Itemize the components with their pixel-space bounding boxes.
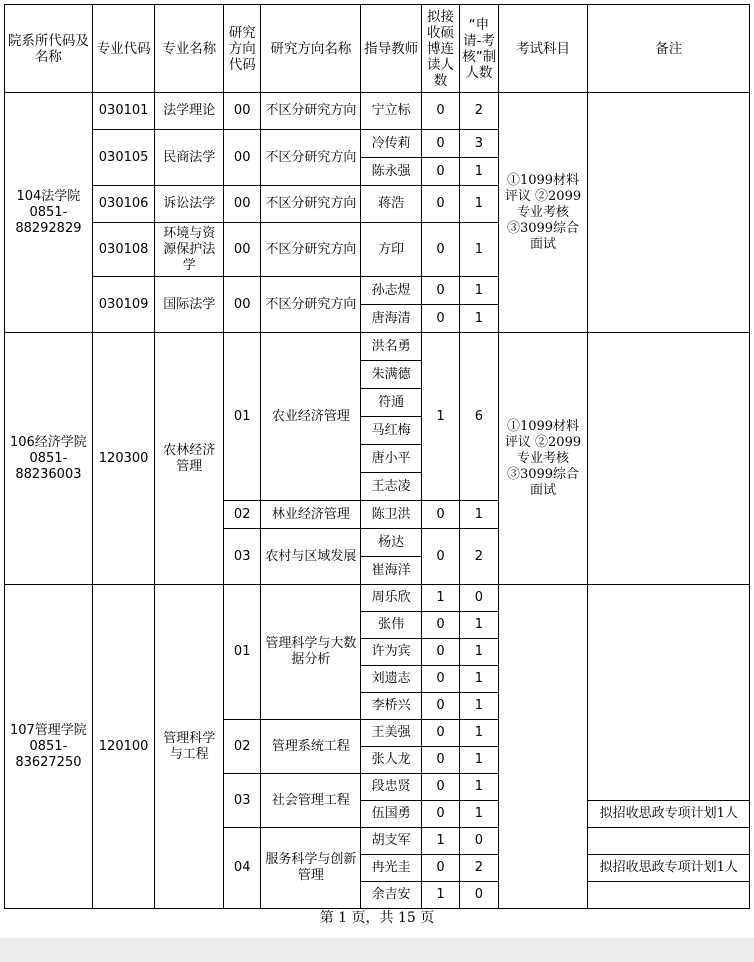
header-major-name: 专业名称	[155, 5, 224, 93]
cont-count-cell: 0	[421, 186, 459, 223]
cont-count-cell: 0	[421, 305, 459, 333]
advisor-cell: 唐海清	[361, 305, 422, 333]
dir-name-cell: 不区分研究方向	[261, 277, 361, 333]
advisor-cell: 宁立标	[361, 93, 422, 130]
cont-count-cell: 0	[421, 93, 459, 130]
dir-code-cell: 00	[224, 130, 261, 186]
advisor-cell: 段忠贤	[361, 774, 422, 801]
cont-count-cell: 0	[421, 774, 459, 801]
dir-code-cell: 04	[224, 828, 261, 909]
table-row	[5, 333, 750, 361]
advisor-cell: 方印	[361, 223, 422, 277]
dir-code-cell: 00	[224, 223, 261, 277]
major-name-cell: 管理科学与工程	[155, 585, 224, 909]
dir-code-cell: 00	[224, 186, 261, 223]
dir-name-cell: 不区分研究方向	[261, 130, 361, 186]
dept-cell: 107管理学院 0851-83627250	[5, 585, 93, 909]
cont-count-cell: 0	[421, 747, 459, 774]
apply-count-cell: 1	[460, 186, 498, 223]
advisor-cell: 冷传莉	[361, 130, 422, 158]
cont-count-cell: 0	[421, 612, 459, 639]
header-continuous-count: 拟接收硕博连读人数	[421, 5, 459, 93]
advisor-cell: 伍国勇	[361, 801, 422, 828]
apply-count-cell: 1	[460, 223, 498, 277]
apply-count-cell: 1	[460, 501, 498, 529]
header-apply-count: “申请-考核”制人数	[460, 5, 498, 93]
note-cell	[588, 828, 750, 855]
header-dept: 院系所代码及名称	[5, 5, 93, 93]
cont-count-cell: 0	[421, 277, 459, 305]
apply-count-cell: 2	[460, 93, 498, 130]
dir-code-cell: 01	[224, 585, 261, 720]
table-row	[5, 585, 750, 612]
apply-count-cell: 1	[460, 801, 498, 828]
cont-count-cell: 1	[421, 882, 459, 909]
admissions-table	[4, 4, 750, 909]
advisor-cell: 刘遗志	[361, 666, 422, 693]
cont-count-cell: 1	[421, 333, 459, 501]
cont-count-cell: 0	[421, 855, 459, 882]
viewer-bottom-bar	[0, 938, 754, 962]
dir-name-cell: 不区分研究方向	[261, 186, 361, 223]
major-name-cell: 诉讼法学	[155, 186, 224, 223]
major-name-cell: 法学理论	[155, 93, 224, 130]
dir-name-cell: 社会管理工程	[261, 774, 361, 828]
apply-count-cell: 0	[460, 585, 498, 612]
apply-count-cell: 1	[460, 693, 498, 720]
apply-count-cell: 1	[460, 774, 498, 801]
major-code-cell: 030105	[92, 130, 155, 186]
dir-name-cell: 管理科学与大数据分析	[261, 585, 361, 720]
dir-code-cell: 00	[224, 277, 261, 333]
header-note: 备注	[588, 5, 750, 93]
apply-count-cell: 1	[460, 612, 498, 639]
advisor-cell: 陈永强	[361, 158, 422, 186]
dir-code-cell: 01	[224, 333, 261, 501]
header-dir-name: 研究方向名称	[261, 5, 361, 93]
apply-count-cell: 0	[460, 828, 498, 855]
apply-count-cell: 1	[460, 305, 498, 333]
advisor-cell: 符通	[361, 389, 422, 417]
major-code-cell: 120100	[92, 585, 155, 909]
table-row	[5, 93, 750, 130]
page-footer: 第 1 页，共 15 页	[319, 910, 435, 926]
note-cell	[588, 882, 750, 909]
advisor-cell: 蒋浩	[361, 186, 422, 223]
advisor-cell: 孙志煜	[361, 277, 422, 305]
note-cell: 拟招收思政专项计划1人	[588, 801, 750, 828]
cont-count-cell: 0	[421, 666, 459, 693]
dir-name-cell: 林业经济管理	[261, 501, 361, 529]
apply-count-cell: 3	[460, 130, 498, 158]
advisor-cell: 杨达	[361, 529, 422, 557]
header-major-code: 专业代码	[92, 5, 155, 93]
header-exam: 考试科目	[498, 5, 588, 93]
major-code-cell: 030109	[92, 277, 155, 333]
dir-name-cell: 农业经济管理	[261, 333, 361, 501]
dir-name-cell: 服务科学与创新管理	[261, 828, 361, 909]
dir-name-cell: 不区分研究方向	[261, 93, 361, 130]
cont-count-cell: 0	[421, 639, 459, 666]
advisor-cell: 李桥兴	[361, 693, 422, 720]
dept-cell: 104法学院 0851-88292829	[5, 93, 93, 333]
dir-code-cell: 02	[224, 720, 261, 774]
advisor-cell: 崔海洋	[361, 557, 422, 585]
note-cell	[588, 585, 750, 801]
header-row	[5, 5, 750, 93]
major-code-cell: 030101	[92, 93, 155, 130]
note-cell	[588, 93, 750, 333]
cont-count-cell: 0	[421, 801, 459, 828]
advisor-cell: 唐小平	[361, 445, 422, 473]
dir-code-cell: 02	[224, 501, 261, 529]
exam-subjects-cell: ①1099材料评议 ②2099专业考核 ③3099综合面试	[498, 333, 588, 585]
apply-count-cell: 1	[460, 747, 498, 774]
advisor-cell: 张人龙	[361, 747, 422, 774]
dir-code-cell: 03	[224, 774, 261, 828]
cont-count-cell: 1	[421, 828, 459, 855]
advisor-cell: 冉光圭	[361, 855, 422, 882]
advisor-cell: 周乐欣	[361, 585, 422, 612]
cont-count-cell: 0	[421, 501, 459, 529]
cont-count-cell: 0	[421, 130, 459, 158]
major-code-cell: 120300	[92, 333, 155, 585]
apply-count-cell: 1	[460, 639, 498, 666]
cont-count-cell: 1	[421, 585, 459, 612]
major-name-cell: 农林经济管理	[155, 333, 224, 585]
cont-count-cell: 0	[421, 158, 459, 186]
apply-count-cell: 1	[460, 158, 498, 186]
apply-count-cell: 1	[460, 720, 498, 747]
exam-subjects-cell	[498, 585, 588, 909]
header-advisor: 指导教师	[361, 5, 422, 93]
dept-cell: 106经济学院 0851-88236003	[5, 333, 93, 585]
major-name-cell: 民商法学	[155, 130, 224, 186]
advisor-cell: 张伟	[361, 612, 422, 639]
cont-count-cell: 0	[421, 720, 459, 747]
advisor-cell: 王美强	[361, 720, 422, 747]
major-code-cell: 030108	[92, 223, 155, 277]
major-code-cell: 030106	[92, 186, 155, 223]
dir-name-cell: 不区分研究方向	[261, 223, 361, 277]
cont-count-cell: 0	[421, 223, 459, 277]
cont-count-cell: 0	[421, 693, 459, 720]
advisor-cell: 朱满德	[361, 361, 422, 389]
advisor-cell: 余吉安	[361, 882, 422, 909]
dir-name-cell: 管理系统工程	[261, 720, 361, 774]
dir-name-cell: 农村与区域发展	[261, 529, 361, 585]
advisor-cell: 陈卫洪	[361, 501, 422, 529]
apply-count-cell: 6	[460, 333, 498, 501]
advisor-cell: 王志凌	[361, 473, 422, 501]
advisor-cell: 洪名勇	[361, 333, 422, 361]
note-cell	[588, 333, 750, 585]
cont-count-cell: 0	[421, 529, 459, 585]
header-dir-code: 研究方向代码	[224, 5, 261, 93]
advisor-cell: 胡支军	[361, 828, 422, 855]
apply-count-cell: 0	[460, 882, 498, 909]
major-name-cell: 环境与资源保护法学	[155, 223, 224, 277]
dir-code-cell: 00	[224, 93, 261, 130]
exam-subjects-cell: ①1099材料评议 ②2099专业考核 ③3099综合面试	[498, 93, 588, 333]
apply-count-cell: 1	[460, 666, 498, 693]
apply-count-cell: 1	[460, 277, 498, 305]
major-name-cell: 国际法学	[155, 277, 224, 333]
dir-code-cell: 03	[224, 529, 261, 585]
apply-count-cell: 2	[460, 529, 498, 585]
apply-count-cell: 2	[460, 855, 498, 882]
advisor-cell: 许为宾	[361, 639, 422, 666]
note-cell: 拟招收思政专项计划1人	[588, 855, 750, 882]
advisor-cell: 马红梅	[361, 417, 422, 445]
